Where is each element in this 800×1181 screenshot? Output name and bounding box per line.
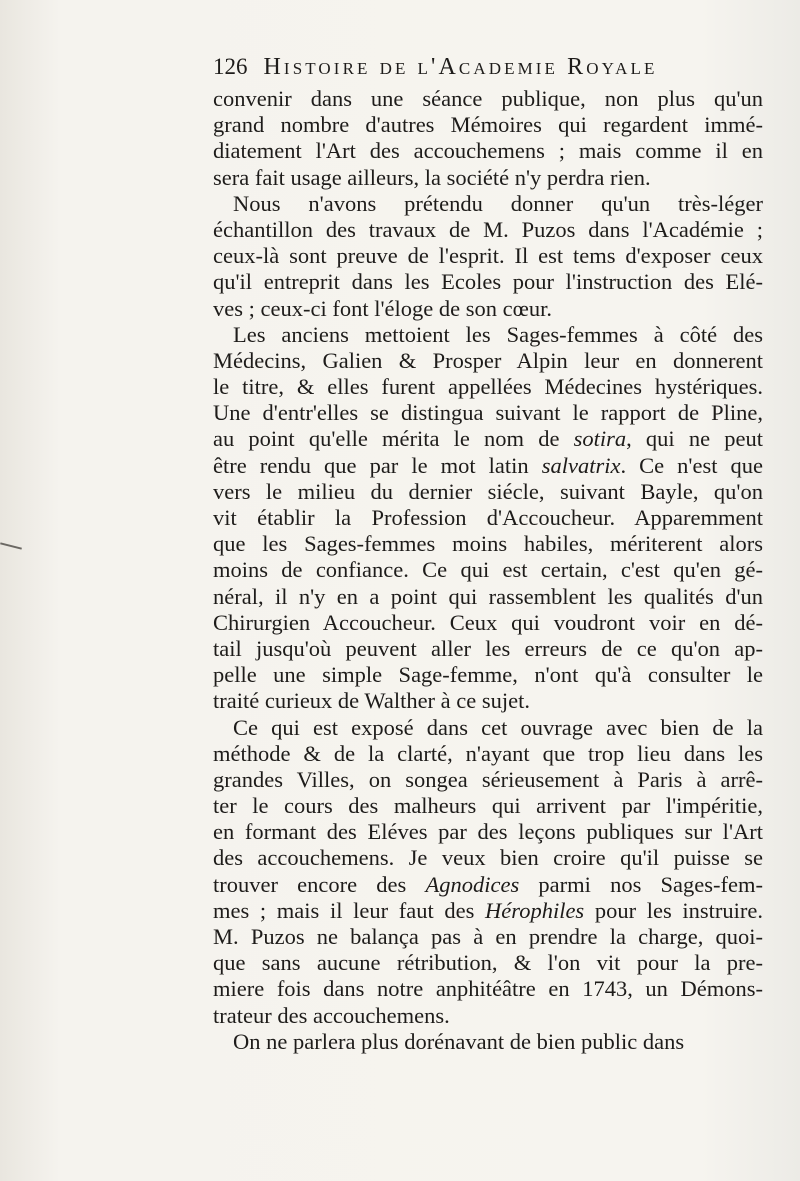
text-line: vit établir la Profession d'Accoucheur. Apparemment xyxy=(213,505,763,530)
text-line: grand nombre d'autres Mémoires qui regardent immé- xyxy=(213,112,763,138)
text-line: mes ; mais il leur faut des Hérophiles pour les instruire. xyxy=(213,897,763,923)
text-line: diatement l'Art des accouchemens ; mais comme il en xyxy=(213,138,763,164)
page-header xyxy=(213,54,773,90)
text-line: échantillon des travaux de M. Puzos dans l'Académie ; xyxy=(213,216,763,242)
text-line: moins de confiance. Ce qui est certain, c'est qu'en gé- xyxy=(213,557,763,583)
text-line: être rendu que par le mot latin salvatrix. Ce n'est que xyxy=(213,452,763,478)
text-line: On ne parlera plus dorénavant de bien public dans xyxy=(233,1028,685,1054)
text-line: que les Sages-femmes moins habiles, mériterent alors xyxy=(213,531,763,557)
text-line: traité curieux de Walther à ce sujet. xyxy=(213,688,530,714)
text-line: au point qu'elle mérita le nom de sotira, qui ne peut xyxy=(213,426,763,452)
text-line: convenir dans une séance publique, non plus qu'un xyxy=(213,86,763,111)
text-line: le titre, & elles furent appellées Médecines hystériques. xyxy=(213,374,763,400)
text-line: ceux-là sont preuve de l'esprit. Il est tems d'exposer ceux xyxy=(213,243,763,269)
text-line: vers le milieu du dernier siécle, suivant Bayle, qu'on xyxy=(213,478,763,504)
text-line: trateur des accouchemens. xyxy=(213,1002,450,1028)
text-line: ves ; ceux-ci font l'éloge de son cœur. xyxy=(213,295,552,321)
text-line: Médecins, Galien & Prosper Alpin leur en donnerent xyxy=(213,347,763,373)
text-line: qu'il entreprit dans les Ecoles pour l'instruction des Elé- xyxy=(213,269,763,295)
body-text xyxy=(213,86,763,1055)
running-head: Histoire de l'Academie Royale xyxy=(263,54,658,80)
text-line: des accouchemens. Je veux bien croire qu'il puisse se xyxy=(213,845,763,871)
text-line: néral, il n'y en a point qui rassemblent les qualités d'un xyxy=(213,583,763,609)
text-line: Les anciens mettoient les Sages-femmes à côté des xyxy=(233,321,763,347)
text-line: sera fait usage ailleurs, la société n'y perdra rien. xyxy=(213,164,651,190)
text-line: méthode & de la clarté, n'ayant que trop lieu dans les xyxy=(213,740,763,766)
text-line: en formant des Eléves par des leçons publiques sur l'Art xyxy=(213,819,763,845)
text-line: ter le cours des malheurs qui arrivent par l'impéritie, xyxy=(213,793,763,819)
text-line: grandes Villes, on songea sérieusement à Paris à arrê- xyxy=(213,766,763,792)
text-line: Ce qui est exposé dans cet ouvrage avec bien de la xyxy=(233,714,763,740)
text-line: tail jusqu'où peuvent aller les erreurs de ce qu'on ap- xyxy=(213,635,763,661)
text-line: Nous n'avons prétendu donner qu'un très-léger xyxy=(233,190,763,216)
text-line: M. Puzos ne balança pas à en prendre la charge, quoi- xyxy=(213,924,763,949)
text-line: trouver encore des Agnodices parmi nos Sages-fem- xyxy=(213,871,764,897)
text-line: pelle une simple Sage-femme, n'ont qu'à consulter le xyxy=(213,662,763,688)
page-number: 126 xyxy=(213,54,248,79)
text-line: Une d'entr'elles se distingua suivant le rapport de Pline, xyxy=(213,400,763,426)
text-line: miere fois dans notre anphitéâtre en 1743, un Démons- xyxy=(213,976,763,1002)
margin-mark xyxy=(0,542,22,549)
text-line: que sans aucune rétribution, & l'on vit pour la pre- xyxy=(213,950,763,976)
text-line: Chirurgien Accoucheur. Ceux qui voudront voir en dé- xyxy=(213,609,763,635)
